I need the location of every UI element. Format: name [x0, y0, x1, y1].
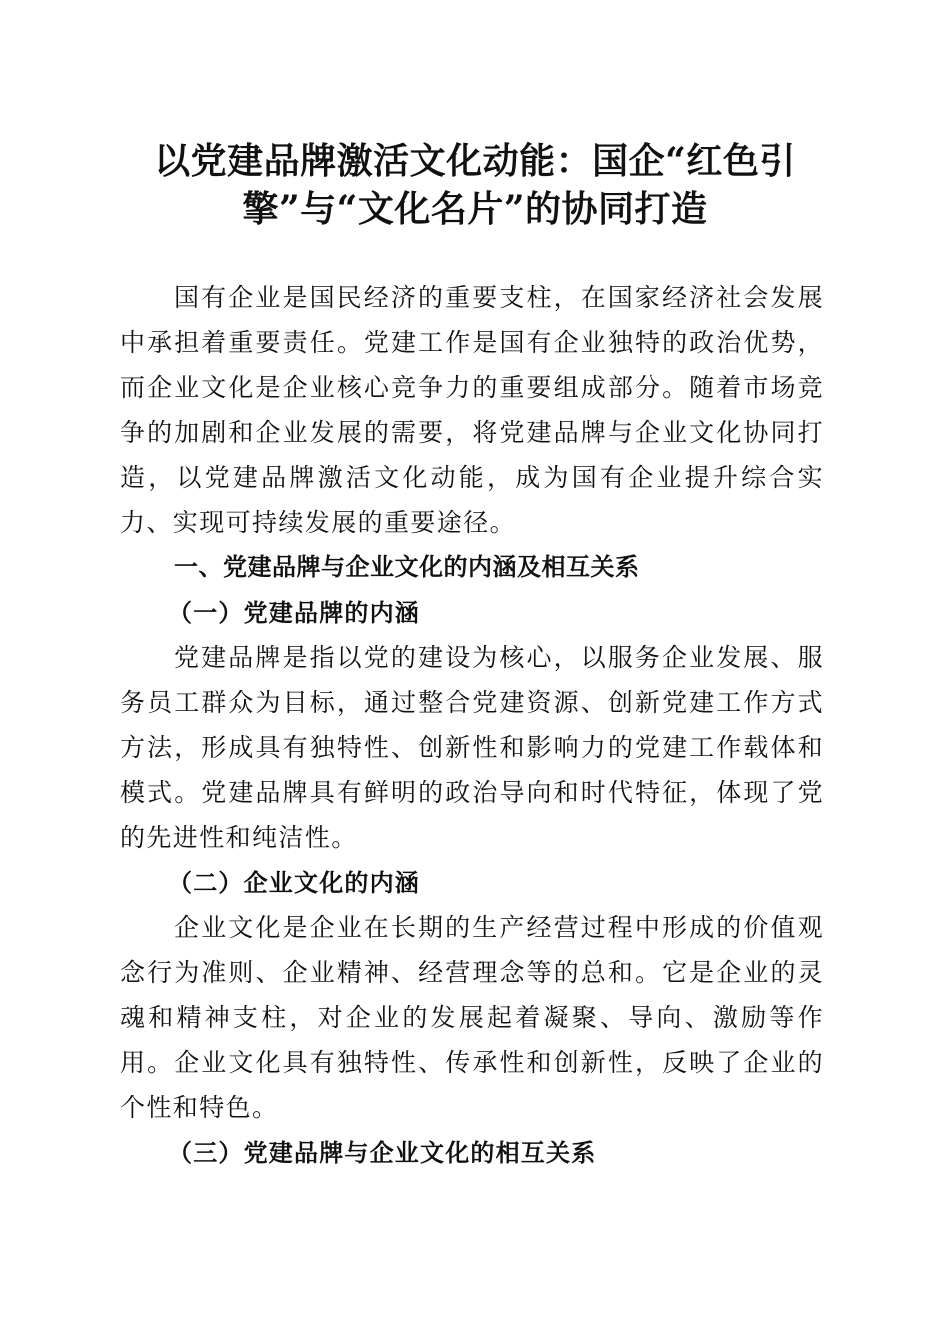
- document-title: [120, 137, 830, 233]
- subsection-2-paragraph: 企业文化是企业在长期的生产经营过程中形成的价值观念行为准则、企业精神、经营理念等的总和。它是企业的灵魂和精神支柱，对企业的发展起着凝聚、导向、激励等作用。企业文化具有独特性、传承性和创新性，反映了企业的个性和特色。: [120, 913, 824, 1122]
- document-title-line-1: 以党建品牌激活文化动能：国企“红色引: [154, 140, 796, 182]
- subsection-1-paragraph: 党建品牌是指以党的建设为核心，以服务企业发展、服务员工群众为目标，通过整合党建资源、创新党建工作方式方法，形成具有独特性、创新性和影响力的党建工作载体和模式。党建品牌具有鲜明的政治导向和时代特征，体现了党的先进性和纯洁性。: [120, 643, 824, 852]
- subsection-1-heading: （一）党建品牌的内涵: [168, 598, 420, 627]
- section-1-heading: 一、党建品牌与企业文化的内涵及相互关系: [174, 553, 640, 581]
- document-body: [120, 275, 824, 1175]
- subsection-2-heading: （二）企业文化的内涵: [168, 868, 420, 897]
- document-title-line-2: 擎”与“文化名片”的协同打造: [242, 188, 708, 230]
- intro-paragraph: 国有企业是国民经济的重要支柱，在国家经济社会发展中承担着重要责任。党建工作是国有企业独特的政治优势，而企业文化是企业核心竞争力的重要组成部分。随着市场竞争的加剧和企业发展的需要，将党建品牌与企业文化协同打造，以党建品牌激活文化动能，成为国有企业提升综合实力、实现可持续发展的重要途径。: [120, 283, 824, 537]
- subsection-3-heading: （三）党建品牌与企业文化的相互关系: [168, 1138, 597, 1167]
